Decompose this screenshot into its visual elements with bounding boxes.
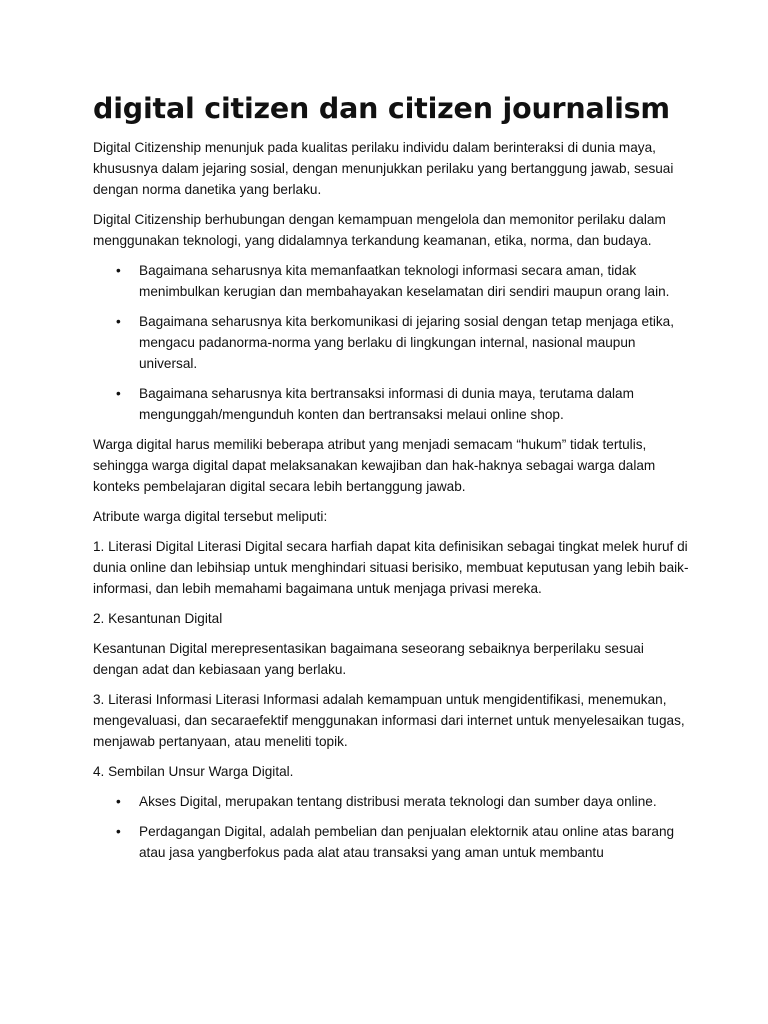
bullet-icon: • xyxy=(116,263,121,278)
bullet-icon: • xyxy=(116,824,121,839)
document-title: digital citizen dan citizen journalism xyxy=(93,92,670,125)
body-paragraph-literasi-digital: 1. Literasi Digital Literasi Digital secara harfiah dapat kita definisikan sebagai tingkat melek huruf di dunia online dan lebihsiap untuk menghindari situasi berisiko, membuat keputusan yang lebih baik-informasi, dan lebih memahami bagaimana untuk menjaga privasi mereka. xyxy=(93,539,689,596)
list-item-text: Akses Digital, merupakan tentang distribusi merata teknologi dan sumber daya online. xyxy=(139,794,657,809)
list-item xyxy=(93,260,693,302)
body-paragraph-warga-digital: Warga digital harus memiliki beberapa atribut yang menjadi semacam “hukum” tidak tertulis, sehingga warga digital dapat melaksanakan kewajiban dan hak-haknya sebagai warga dalam konteks pembelajaran digital secara lebih bertanggung jawab. xyxy=(93,437,656,494)
bullet-icon: • xyxy=(116,386,121,401)
list-item-text: Bagaimana seharusnya kita memanfaatkan teknologi informasi secara aman, tidak menimbulkan kerugian dan membahayakan keselamatan diri sendiri maupun orang lain. xyxy=(139,263,670,299)
intro-paragraph-1: Digital Citizenship menunjuk pada kualitas perilaku individu dalam berinteraksi di dunia maya, khususnya dalam jejaring sosial, dengan menunjukkan perilaku yang bertanggung jawab, sesuai dengan norma danetika yang berlaku. xyxy=(93,140,674,197)
list-item xyxy=(93,311,693,374)
list-item-text: Perdagangan Digital, adalah pembelian dan penjualan elektornik atau online atas barang atau jasa yangberfokus pada alat atau transaksi yang aman untuk membantu xyxy=(139,824,675,860)
guidelines-list xyxy=(93,260,693,425)
body-heading-sembilan-unsur: 4. Sembilan Unsur Warga Digital. xyxy=(93,764,294,779)
bullet-icon: • xyxy=(116,314,121,329)
body-paragraph-literasi-informasi: 3. Literasi Informasi Literasi Informasi adalah kemampuan untuk mengidentifikasi, menemukan, mengevaluasi, dan secaraefektif menggunakan informasi dari internet untuk menyelesaikan tugas, menjawab pertanyaan, atau meneliti topik. xyxy=(93,692,685,749)
bullet-icon: • xyxy=(116,794,121,809)
list-item xyxy=(93,821,693,863)
list-item xyxy=(93,383,693,425)
body-paragraph-kesantunan-digital: Kesantunan Digital merepresentasikan bagaimana seseorang sebaiknya berperilaku sesuai dengan adat dan kebiasaan yang berlaku. xyxy=(93,641,644,677)
body-paragraph-atribute: Atribute warga digital tersebut meliputi: xyxy=(93,509,328,524)
body-heading-kesantunan-digital: 2. Kesantunan Digital xyxy=(93,611,223,626)
intro-paragraph-2: Digital Citizenship berhubungan dengan kemampuan mengelola dan memonitor perilaku dalam menggunakan teknologi, yang didalamnya terkandung keamanan, etika, norma, dan budaya. xyxy=(93,212,666,248)
list-item-text: Bagaimana seharusnya kita berkomunikasi di jejaring sosial dengan tetap menjaga etika, mengacu padanorma-norma yang berlaku di lingkungan internal, nasional maupun universal. xyxy=(139,314,675,371)
document-page xyxy=(93,90,693,872)
elements-list xyxy=(93,791,693,863)
list-item xyxy=(93,791,693,812)
list-item-text: Bagaimana seharusnya kita bertransaksi informasi di dunia maya, terutama dalam mengunggah/mengunduh konten dan bertransaksi melaui online shop. xyxy=(139,386,634,422)
